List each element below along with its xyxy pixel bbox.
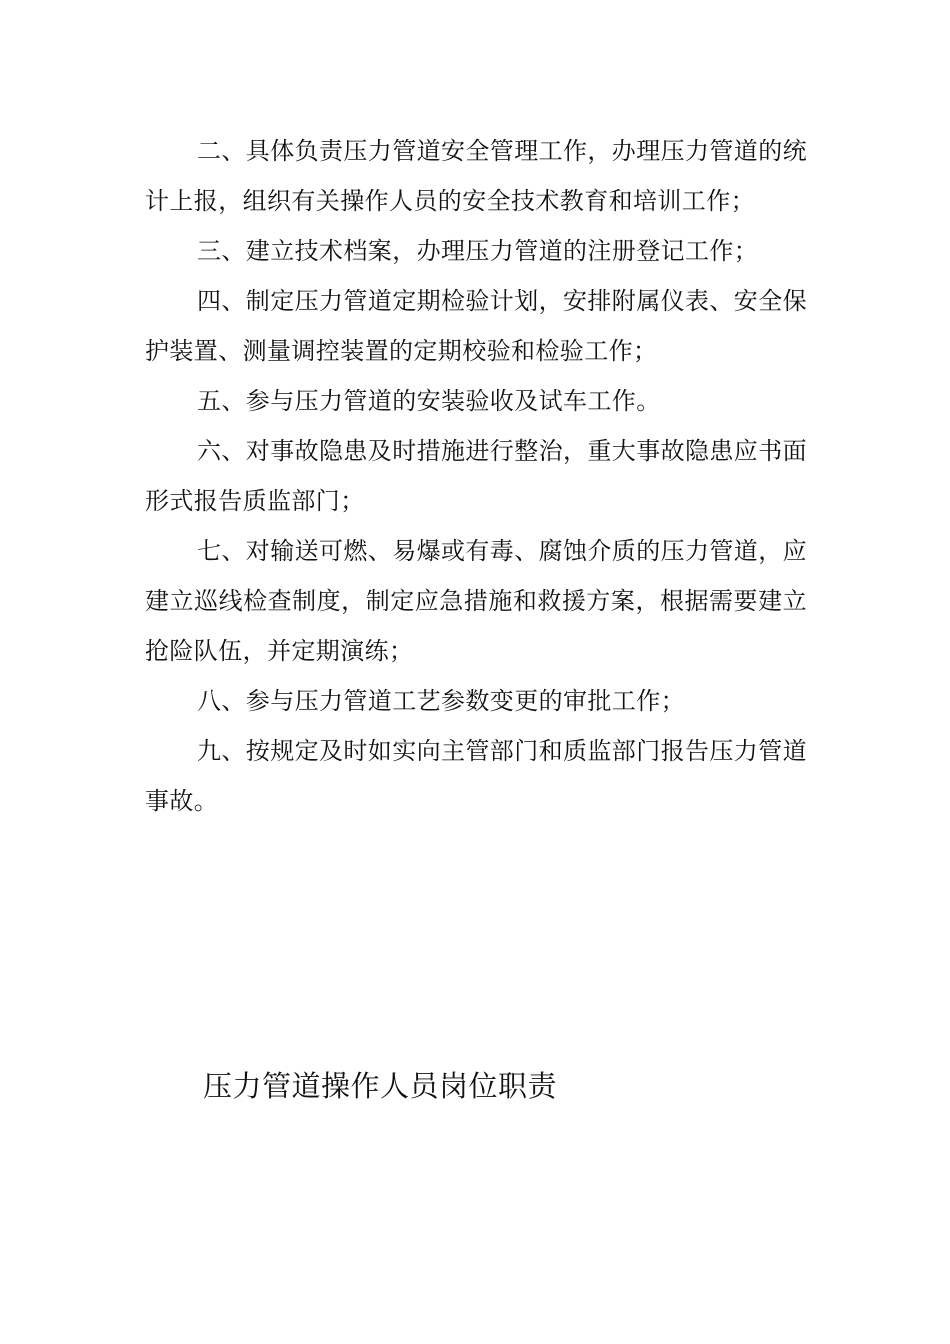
paragraph-item-8: 八、参与压力管道工艺参数变更的审批工作； (197, 687, 685, 715)
paragraph-item-4: 四、制定压力管道定期检验计划，安排附属仪表、安全保护装置、测量调控装置的定期校验和检验工作； (145, 287, 807, 365)
paragraph-item-9: 九、按规定及时如实向主管部门和质监部门报告压力管道事故。 (145, 737, 807, 815)
section-title: 压力管道操作人员岗位职责 (203, 1069, 558, 1103)
paragraph-item-3: 三、建立技术档案，办理压力管道的注册登记工作； (197, 237, 759, 265)
paragraph-item-7: 七、对输送可燃、易爆或有毒、腐蚀介质的压力管道，应建立巡线检查制度，制定应急措施和救援方案，根据需要建立抢险队伍，并定期演练； (145, 537, 807, 665)
paragraph-item-6: 六、对事故隐患及时措施进行整治，重大事故隐患应书面形式报告质监部门； (145, 437, 807, 515)
paragraph-item-2: 二、具体负责压力管道安全管理工作，办理压力管道的统计上报，组织有关操作人员的安全技术教育和培训工作； (145, 137, 807, 215)
paragraph-item-5: 五、参与压力管道的安装验收及试车工作。 (197, 387, 661, 415)
document-body (145, 126, 807, 826)
